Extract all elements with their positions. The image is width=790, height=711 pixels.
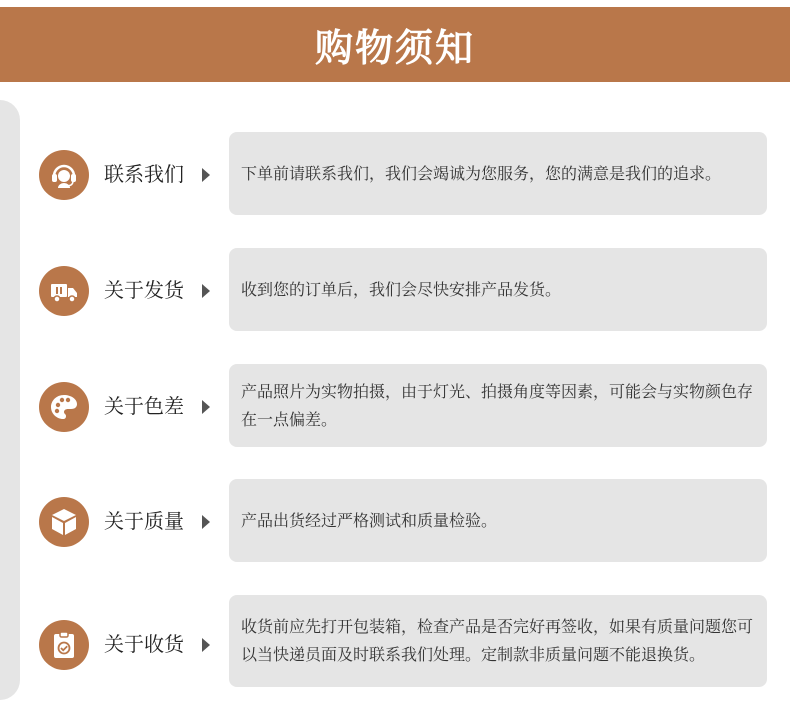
row-text: 收货前应先打开包装箱，检查产品是否完好再签收，如果有质量问题您可以当快递员面及时联系我们处理。定制款非质量问题不能退换货。 bbox=[241, 617, 754, 664]
info-row-quality bbox=[0, 479, 790, 563]
row-content-box bbox=[229, 595, 767, 687]
row-label: 关于质量 bbox=[104, 509, 184, 533]
box-icon bbox=[39, 497, 89, 547]
page-header bbox=[0, 7, 790, 82]
truck-icon bbox=[39, 266, 89, 316]
row-text: 产品照片为实物拍摄，由于灯光、拍摄角度等因素，可能会与实物颜色存在一点偏差。 bbox=[241, 381, 754, 429]
row-content-box bbox=[229, 248, 767, 331]
arrow-right-icon bbox=[202, 168, 210, 182]
row-content-box bbox=[229, 364, 767, 447]
info-row-receiving bbox=[0, 595, 790, 679]
page-title: 购物须知 bbox=[314, 26, 475, 70]
row-content-box bbox=[229, 132, 767, 215]
row-text: 下单前请联系我们，我们会竭诚为您服务，您的满意是我们的追求。 bbox=[241, 163, 722, 183]
arrow-right-icon bbox=[202, 638, 210, 652]
info-row-color bbox=[0, 364, 790, 448]
row-label: 关于收货 bbox=[104, 632, 184, 656]
arrow-right-icon bbox=[202, 284, 210, 298]
row-content-box bbox=[229, 479, 767, 562]
row-text: 收到您的订单后，我们会尽快安排产品发货。 bbox=[241, 279, 562, 299]
row-label: 关于发货 bbox=[104, 278, 184, 302]
headset-icon bbox=[39, 150, 89, 200]
info-row-contact bbox=[0, 132, 790, 216]
clipboard-check-icon bbox=[39, 620, 89, 670]
palette-icon bbox=[39, 382, 89, 432]
info-row-shipping bbox=[0, 248, 790, 332]
arrow-right-icon bbox=[202, 515, 210, 529]
row-label: 联系我们 bbox=[104, 162, 184, 186]
row-text: 产品出货经过严格测试和质量检验。 bbox=[241, 510, 498, 530]
arrow-right-icon bbox=[202, 400, 210, 414]
row-label: 关于色差 bbox=[104, 394, 184, 418]
